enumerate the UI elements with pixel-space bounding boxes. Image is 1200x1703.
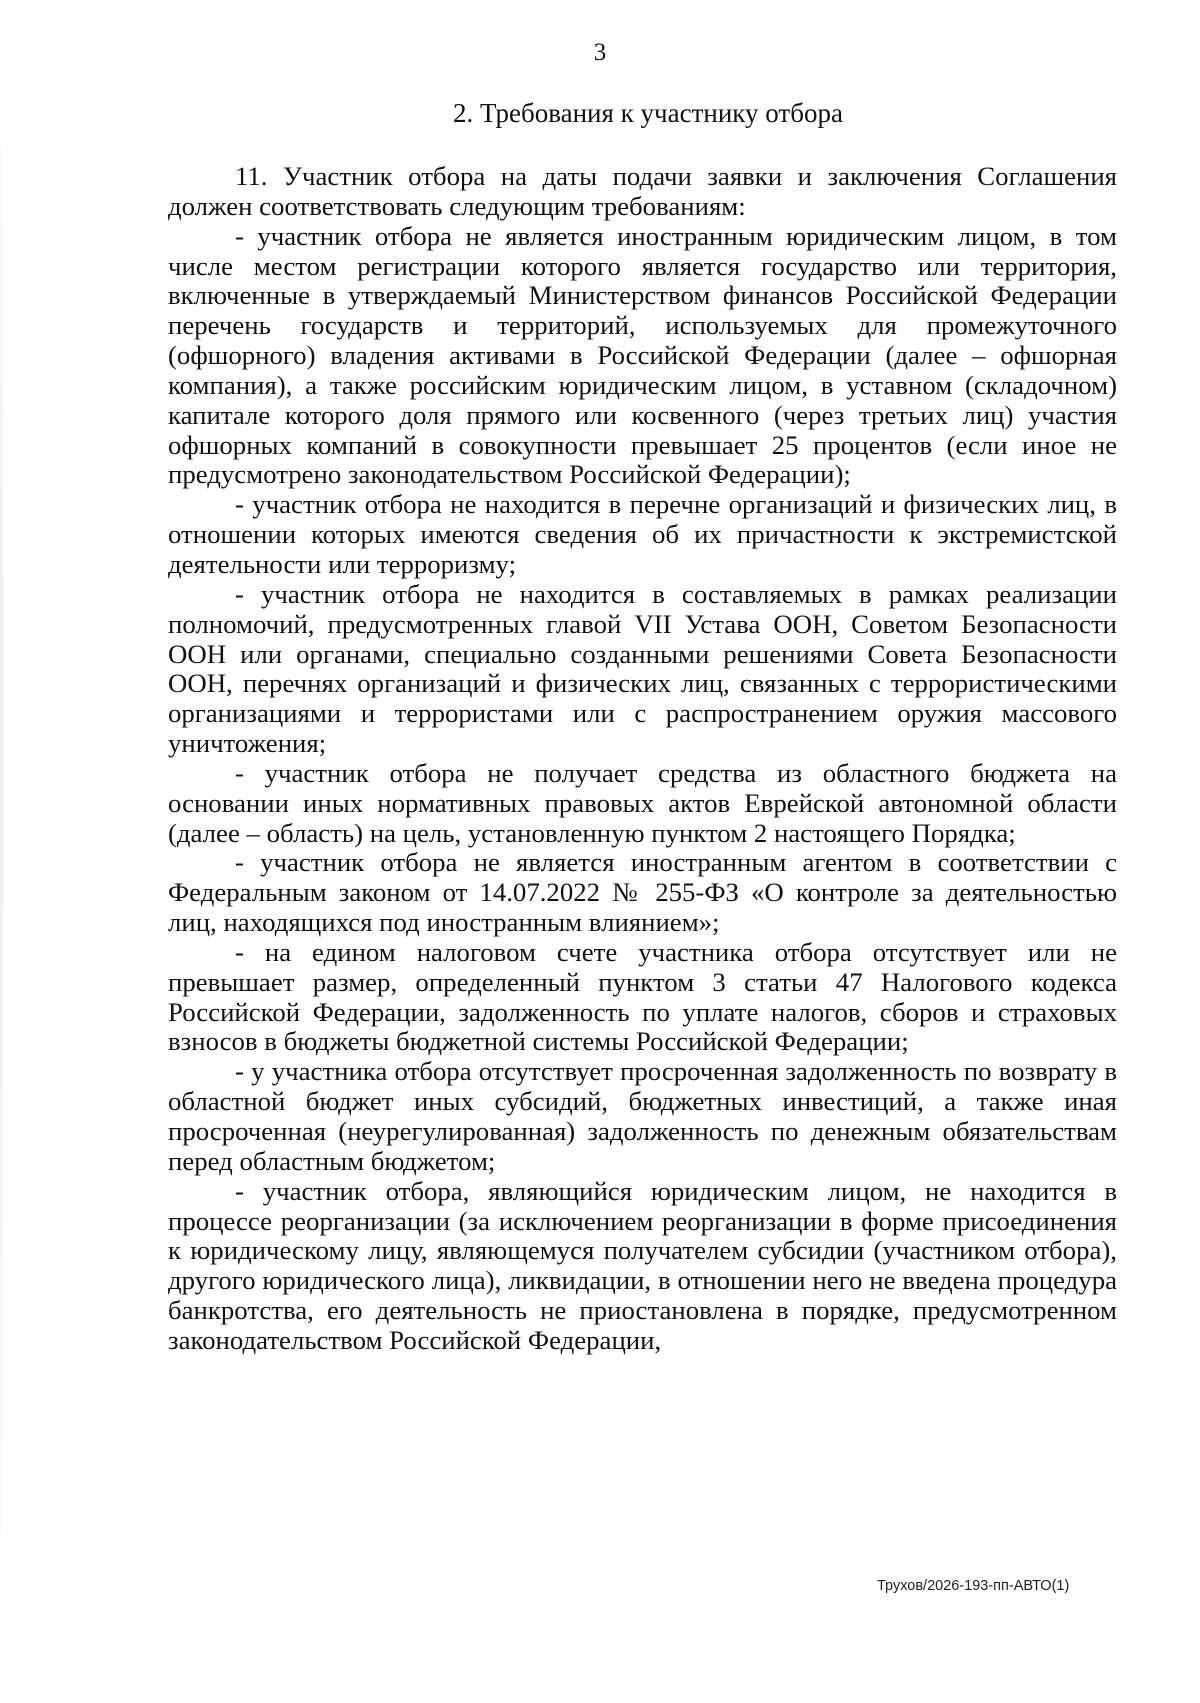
requirement-un-lists: - участник отбора не находится в составляемых в рамках реализации полномочий, предусмотренных главой VII Устава ООН, Советом Безопасности ООН или органами, специально созданными решениями Совета Безопасности ООН, перечнях организаций и физических лиц, связанных с террористическими организациями и террористами или с распространением оружия массового уничтожения; — [168, 578, 1117, 759]
paragraph-11-intro: 11. Участник отбора на даты подачи заявки и заключения Соглашения должен соответствовать следующим требованиям: — [168, 161, 1117, 221]
document-code: Трухов/2026-193-пп-АВТО(1) — [877, 1578, 1070, 1594]
requirement-overdue-debt: - у участника отбора отсутствует просроченная задолженность по возврату в областной бюджет иных субсидий, бюджетных инвестиций, а также иная просроченная (неурегулированная) задолженность по денежным обязательствам перед областным бюджетом; — [168, 1056, 1117, 1176]
page-number: 3 — [593, 39, 607, 66]
requirement-extremism-list: - участник отбора не находится в перечне организаций и физических лиц, в отношении которых имеются сведения об их причастности к экстремистской деятельности или терроризму; — [168, 489, 1117, 579]
scan-edge — [0, 0, 3, 1703]
document-body — [168, 162, 1117, 1356]
requirement-foreign-agent: - участник отбора не является иностранным агентом в соответствии с Федеральным законом от 14.07.2022 № 255-ФЗ «О контроле за деятельностью лиц, находящихся под иностранным влиянием»; — [168, 847, 1117, 938]
requirement-reorganization: - участник отбора, являющийся юридическим лицом, не находится в процессе реорганизации (за исключением реорганизации в форме присоединения к юридическому лицу, являющемуся получателем субсидии (участником отбора), другого юридического лица), ликвидации, в отношении него не введена процедура банкротства, его деятельность не приостановлена в порядке, предусмотренном законодательством Российской Федерации, — [168, 1175, 1117, 1355]
requirement-offshore: - участник отбора не является иностранным юридическим лицом, в том числе местом регистрации которого является государство или территория, включенные в утверждаемый Министерством финансов Российской Федерации перечень государств и территорий, используемых для промежуточного (офшорного) владения активами в Российской Федерации (далее – офшорная компания), а также российским юридическим лицом, в уставном (складочном) капитале которого доля прямого или косвенного (через третьих лиц) участия офшорных компаний в совокупности превышает 25 процентов (если иное не предусмотрено законодательством Российской Федерации); — [168, 220, 1117, 490]
requirement-no-other-funds: - участник отбора не получает средства из областного бюджета на основании иных нормативных правовых актов Еврейской автономной области (далее – область) на цель, установленную пунктом 2 настоящего Порядка; — [168, 757, 1117, 848]
requirement-tax-debt: - на едином налоговом счете участника отбора отсутствует или не превышает размер, определенный пунктом 3 статьи 47 Налогового кодекса Российской Федерации, задолженность по уплате налогов, сборов и страховых взносов в бюджеты бюджетной системы Российской Федерации; — [168, 936, 1117, 1057]
section-title: 2. Требования к участнику отбора — [453, 98, 843, 128]
